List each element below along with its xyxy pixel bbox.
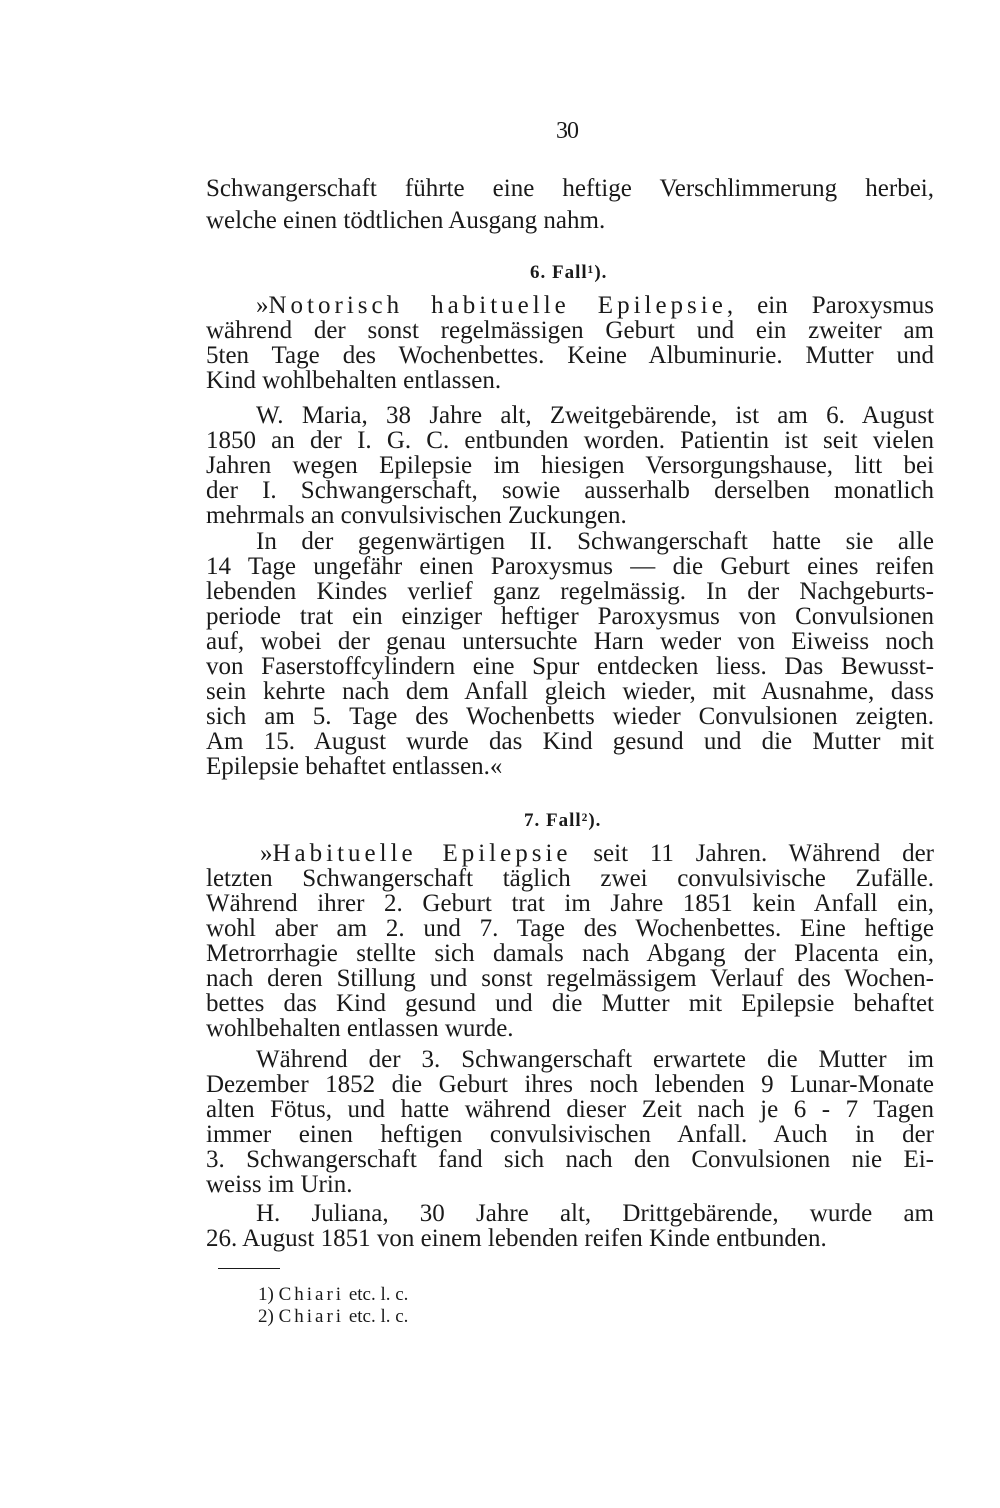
- case-7-heading: 7. Fall²).: [524, 810, 602, 831]
- summary-continuation: , ein Paroxysmus: [726, 292, 934, 319]
- text-line: mehrmals an convulsivischen Zuckungen.: [206, 502, 627, 529]
- text-line: Während ihrer 2. Geburt trat im Jahre 1851 kein Anfall ein,: [206, 890, 934, 917]
- text-line: 1850 an der I. G. C. entbunden worden. Patientin ist seit vielen: [206, 427, 934, 454]
- text-line: 14 Tage ungefähr einen Paroxysmus — die Geburt eines reifen: [206, 553, 934, 580]
- text-line: letzten Schwangerschaft täglich zwei convulsivische Zufälle.: [206, 865, 934, 892]
- text-line: periode trat ein einziger heftiger Paroxysmus von Convulsionen: [206, 603, 934, 630]
- text-line: Am 15. August wurde das Kind gesund und die Mutter mit: [206, 728, 934, 755]
- text-line: wohlbehalten entlassen wurde.: [206, 1015, 514, 1042]
- text-line: alten Fötus, und hatte während dieser Zeit nach je 6 - 7 Tagen: [206, 1096, 934, 1123]
- case-6-summary-first-line: [206, 293, 934, 318]
- footnote-marker: 2): [258, 1306, 274, 1327]
- footnote-author: Chiari: [278, 1306, 345, 1327]
- text-line: immer einen heftigen convulsivischen Anfall. Auch in der: [206, 1121, 934, 1148]
- footnote-divider: [218, 1268, 280, 1269]
- text-line: wohl aber am 2. und 7. Tage des Wochenbettes. Eine heftige: [206, 915, 934, 942]
- page-number: 30: [556, 118, 578, 144]
- text-line: sich am 5. Tage des Wochenbetts wieder Convulsionen zeigten.: [206, 703, 934, 730]
- text-line: Während der 3. Schwangerschaft erwartete die Mutter im: [256, 1046, 934, 1073]
- text-line: 5ten Tage des Wochenbettes. Keine Albuminurie. Mutter und: [206, 342, 934, 369]
- text-line: auf, wobei der genau untersuchte Harn weder von Eiweiss noch: [206, 628, 934, 655]
- text-line: der I. Schwangerschaft, sowie ausserhalb derselben monatlich: [206, 477, 934, 504]
- case-7-summary-first-line: [206, 841, 934, 866]
- diagnosis-spaced: Notorisch habituelle Epilepsie: [268, 292, 727, 319]
- text-line: Dezember 1852 die Geburt ihres noch lebenden 9 Lunar-Monate: [206, 1071, 934, 1098]
- footnote-reference: etc. l. c.: [344, 1306, 409, 1327]
- text-line: W. Maria, 38 Jahre alt, Zweitgebärende, ist am 6. August: [256, 402, 934, 429]
- quote-mark: »: [256, 292, 269, 319]
- text-line: H. Juliana, 30 Jahre alt, Drittgebärende, wurde am: [256, 1200, 934, 1227]
- text-line: 26. August 1851 von einem lebenden reifen Kinde entbunden.: [206, 1225, 827, 1252]
- text-line: weiss im Urin.: [206, 1171, 353, 1198]
- text-line: lebenden Kindes verlief ganz regelmässig. In der Nachgeburts-: [206, 578, 934, 605]
- text-line: Epilepsie behaftet entlassen.«: [206, 753, 503, 780]
- footnote-reference: etc. l. c.: [344, 1284, 409, 1305]
- text-line: Schwangerschaft führte eine heftige Verschlimmerung herbei,: [206, 175, 934, 202]
- text-line: 3. Schwangerschaft fand sich nach den Convulsionen nie Ei-: [206, 1146, 934, 1173]
- footnote-marker: 1): [258, 1284, 274, 1305]
- quote-mark: »: [260, 840, 273, 867]
- case-6-heading: 6. Fall¹).: [530, 262, 608, 283]
- text-line: Metrorrhagie stellte sich damals nach Abgang der Placenta ein,: [206, 940, 934, 967]
- text-line: welche einen tödtlichen Ausgang nahm.: [206, 207, 606, 234]
- text-line: bettes das Kind gesund und die Mutter mit Epilepsie behaftet: [206, 990, 934, 1017]
- text-line: Jahren wegen Epilepsie im hiesigen Versorgungshause, litt bei: [206, 452, 934, 479]
- text-line: In der gegenwärtigen II. Schwangerschaft hatte sie alle: [256, 528, 934, 555]
- diagnosis-spaced: Habituelle Epilepsie: [272, 840, 572, 867]
- text-line: sein kehrte nach dem Anfall gleich wieder, mit Ausnahme, dass: [206, 678, 934, 705]
- text-line: von Faserstoffcylindern eine Spur entdecken liess. Das Bewusst-: [206, 653, 934, 680]
- footnote-author: Chiari: [278, 1284, 345, 1305]
- footnote-2: [258, 1306, 408, 1328]
- summary-continuation: seit 11 Jahren. Während der: [571, 840, 934, 867]
- text-line: während der sonst regelmässigen Geburt und ein zweiter am: [206, 317, 934, 344]
- text-line: Kind wohlbehalten entlassen.: [206, 367, 502, 394]
- footnote-1: [258, 1284, 408, 1306]
- text-line: nach deren Stillung und sonst regelmässigem Verlauf des Wochen-: [206, 965, 934, 992]
